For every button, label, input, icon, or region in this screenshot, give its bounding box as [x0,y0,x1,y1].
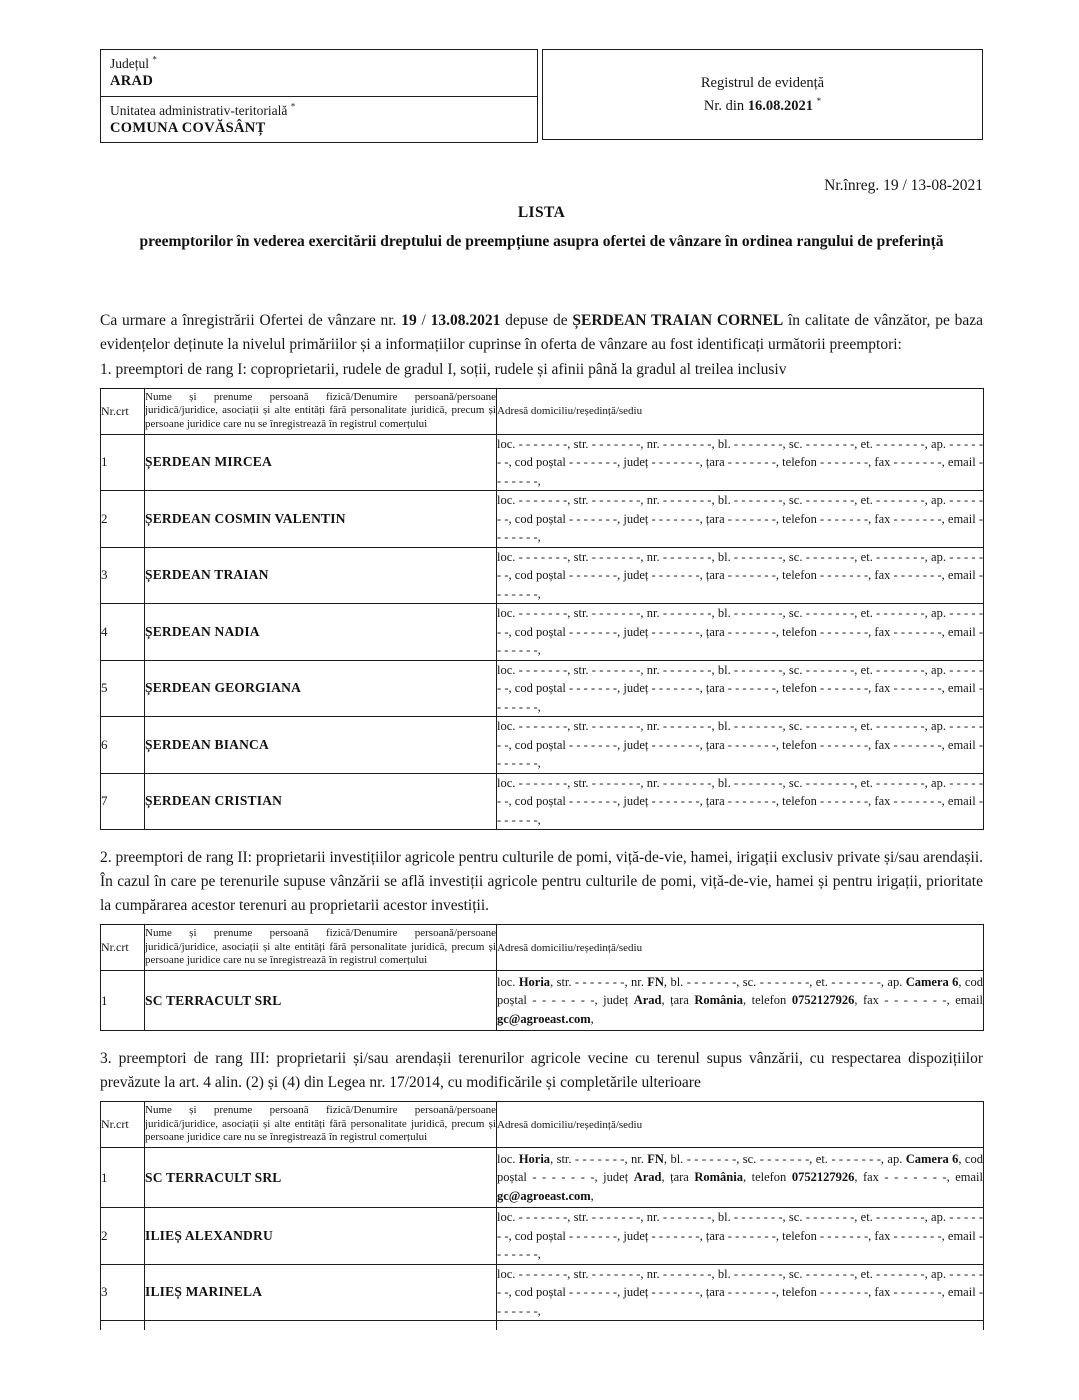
preemptor-name: ȘERDEAN BIANCA [145,717,497,774]
document-content [100,0,983,1330]
preemptor-name: SC TERRACULT SRL [145,1148,497,1208]
rank1-heading: 1. preemptori de rang I: coproprietarii, rudele de gradul I, soții, rudele și afinii până la gradul al treilea inclusiv [100,360,787,378]
row-number: 2 [101,1208,145,1265]
intro-paragraph: Ca urmare a înregistrării Ofertei de vânzare nr. 19 / 13.08.2021 depuse de ȘERDEAN TRAIAN CORNEL în calitate de vânzător, pe baza evidențelor deținute la nivelul primăriilor și a informațiilor cuprinse în oferta de vânzare au fost identificați următorii preemptori: [100,311,983,353]
rank3-heading: 3. preemptori de rang III: proprietarii și/sau arendașii terenurilor agricole vecine cu terenul supus vânzării, cu respectarea dispozițiilor prevăzute la art. 4 alin. (2) și (4) din Legea nr. 17/2014, cu modificările și completările ulterioare [100,1050,983,1091]
table-row [101,717,984,774]
row-number: 2 [101,491,145,548]
registry-header [100,0,983,143]
table-row [101,1264,984,1321]
table-row [101,660,984,717]
preemptor-name: ȘERDEAN GEORGIANA [145,660,497,717]
col-header-address: Adresă domiciliu/reședință/sediu [497,388,984,434]
county-asterisk: * [152,54,157,65]
preemptor-address: loc. - - - - - - -, str. - - - - - - -, nr. - - - - - - -, bl. - - - - - - -, sc. - - - - - - -, et. - - - - - - -, ap. - - - - - - -, cod poștal - - - - - - -, județ - - - - - - -, țara - - - - - - -, telefon - - - - - - -, fax - - - - - - -, email - - - - - - -, [497,604,984,661]
preemptor-address: loc. - - - - - - -, str. - - - - - - -, nr. - - - - - - -, bl. - - - - - - -, sc. - - - - - - -, et. - - - - - - -, ap. - - - - - - -, cod poștal - - - - - - -, județ - - - - - - -, țara - - - - - - -, telefon - - - - - - -, fax - - - - - - -, email - - - - - - -, [497,773,984,830]
table-header-row [101,388,984,434]
preemptor-address: loc. - - - - - - -, str. - - - - - - -, nr. - - - - - - -, bl. - - - - - - -, sc. - - - - - - -, et. - - - - - - -, ap. - - - - - - -, cod poștal - - - - - - -, județ - - - - - - -, țara - - - - - - -, telefon - - - - - - -, fax - - - - - - -, email - - - - - - -, [497,1264,984,1321]
row-number: 3 [101,547,145,604]
preemptor-name: ILIEȘ ALEXANDRU [145,1208,497,1265]
row-number: 6 [101,717,145,774]
row-number: 1 [101,971,145,1031]
row-number: 3 [101,1264,145,1321]
table-row [101,547,984,604]
preemptor-address: loc. - - - - - - -, str. - - - - - - -, nr. - - - - - - -, bl. - - - - - - -, sc. - - - - - - -, et. - - - - - - -, ap. - - - - - - -, cod poștal - - - - - - -, județ - - - - - - -, țara - - - - - - -, telefon - - - - - - -, fax - - - - - - -, email - - - - - - -, [497,491,984,548]
rank1-table [100,388,984,831]
preemptor-name: ILIEȘ MARINELA [145,1264,497,1321]
preemptor-address: loc. - - - - - - -, str. - - - - - - -, nr. - - - - - - -, bl. - - - - - - -, sc. - - - - - - -, et. - - - - - - -, ap. - - - - - - -, cod poștal - - - - - - -, județ - - - - - - -, țara - - - - - - -, telefon - - - - - - -, fax - - - - - - -, email - - - - - - -, [497,717,984,774]
county-label [110,55,528,72]
county-label-text: Județul [110,56,149,71]
preemptor-address [497,1321,984,1330]
document-title: LISTA [517,203,566,221]
uat-asterisk: * [290,101,296,111]
preemptor-name: ȘERDEAN CRISTIAN [145,773,497,830]
rank2-heading: 2. preemptori de rang II: proprietarii investițiilor agricole pentru culturile de pomi, viță-de-vie, hamei, irigații exclusiv private și/sau arendașii. În cazul în care pe terenurile supuse vânzării se află investiții agricole pentru culturile de pomi, viță-de-vie, hamei și pentru irigații, prioritate la cumpărarea acestor terenuri au proprietarii acestor investiții. [100,849,983,914]
document-subtitle: preemptorilor în vederea exercitării dreptului de preempțiune asupra ofertei de vânzare în ordinea rangului de preferință [139,232,944,250]
table-row [101,434,984,491]
registration-number-line: Nr.înreg. 19 / 13-08-2021 [824,176,983,194]
col-header-name: Nume și prenume persoană fizică/Denumire persoană/persoane juridică/juridice, asociații și alte entități fără personalitate juridică, precum și persoane juridice care nu se înregistrează în registrul comerțului [145,388,497,434]
row-number: 7 [101,773,145,830]
row-number: 4 [101,604,145,661]
registry-number-line: Nr. din 16.08.2021 * [703,95,822,114]
preemptor-name [145,1321,497,1330]
table-row [101,604,984,661]
preemptor-address: loc. Horia, str. - - - - - - -, nr. FN, bl. - - - - - - -, sc. - - - - - - -, et. - - - - - - -, ap. Camera 6, cod poștal - - - - - - -, județ Arad, țara România, telefon 0752127926, fax - - - - - - -, email gc@agroeast.com, [497,971,984,1031]
preemptor-name: ȘERDEAN TRAIAN [145,547,497,604]
col-header-address: Adresă domiciliu/reședință/sediu [497,925,984,971]
col-header-nr: Nr.crt [101,388,145,434]
table-row [101,491,984,548]
preemptor-name: ȘERDEAN COSMIN VALENTIN [145,491,497,548]
preemptor-address: loc. - - - - - - -, str. - - - - - - -, nr. - - - - - - -, bl. - - - - - - -, sc. - - - - - - -, et. - - - - - - -, ap. - - - - - - -, cod poștal - - - - - - -, județ - - - - - - -, țara - - - - - - -, telefon - - - - - - -, fax - - - - - - -, email - - - - - - -, [497,1208,984,1265]
preemptor-name: SC TERRACULT SRL [145,971,497,1031]
table-row [101,971,984,1031]
uat-box [100,96,538,143]
col-header-nr: Nr.crt [101,1102,145,1148]
uat-label [110,102,528,119]
preemptor-name: ȘERDEAN MIRCEA [145,434,497,491]
table-header-row [101,925,984,971]
registry-title: Registrul de evidență [700,74,825,91]
col-header-nr: Nr.crt [101,925,145,971]
col-header-name: Nume și prenume persoană fizică/Denumire persoană/persoane juridică/juridice, asociații și alte entități fără personalitate juridică, precum și persoane juridice care nu se înregistrează în registrul comerțului [145,1102,497,1148]
preemptor-address: loc. - - - - - - -, str. - - - - - - -, nr. - - - - - - -, bl. - - - - - - -, sc. - - - - - - -, et. - - - - - - -, ap. - - - - - - -, cod poștal - - - - - - -, județ - - - - - - -, țara - - - - - - -, telefon - - - - - - -, fax - - - - - - -, email - - - - - - -, [497,660,984,717]
rank2-table [100,924,984,1031]
rank3-table [100,1101,984,1330]
row-number: 1 [101,434,145,491]
table-row [101,773,984,830]
preemptor-address: loc. - - - - - - -, str. - - - - - - -, nr. - - - - - - -, bl. - - - - - - -, sc. - - - - - - -, et. - - - - - - -, ap. - - - - - - -, cod poștal - - - - - - -, județ - - - - - - -, țara - - - - - - -, telefon - - - - - - -, fax - - - - - - -, email - - - - - - -, [497,547,984,604]
county-value: ARAD [110,73,154,89]
preemptor-address: loc. Horia, str. - - - - - - -, nr. FN, bl. - - - - - - -, sc. - - - - - - -, et. - - - - - - -, ap. Camera 6, cod poștal - - - - - - -, județ Arad, țara România, telefon 0752127926, fax - - - - - - -, email gc@agroeast.com, [497,1148,984,1208]
registry-evidence-box [542,49,983,140]
row-number [101,1321,145,1330]
row-number: 1 [101,1148,145,1208]
col-header-address: Adresă domiciliu/reședință/sediu [497,1102,984,1148]
uat-label-text: Unitatea administrativ-teritorială [110,102,288,118]
preemptor-address: loc. - - - - - - -, str. - - - - - - -, nr. - - - - - - -, bl. - - - - - - -, sc. - - - - - - -, et. - - - - - - -, ap. - - - - - - -, cod poștal - - - - - - -, județ - - - - - - -, țara - - - - - - -, telefon - - - - - - -, fax - - - - - - -, email - - - - - - -, [497,434,984,491]
row-number: 5 [101,660,145,717]
preemptor-name: ȘERDEAN NADIA [145,604,497,661]
registry-header-left [100,49,538,143]
county-box [100,49,538,97]
table-row [101,1208,984,1265]
table-header-row [101,1102,984,1148]
table-row-partial [101,1321,984,1330]
col-header-name: Nume și prenume persoană fizică/Denumire persoană/persoane juridică/juridice, asociații și alte entități fără personalitate juridică, precum și persoane juridice care nu se înregistrează în registrul comerțului [145,925,497,971]
table-row [101,1148,984,1208]
uat-value: COMUNA COVĂSÂNȚ [110,119,266,136]
